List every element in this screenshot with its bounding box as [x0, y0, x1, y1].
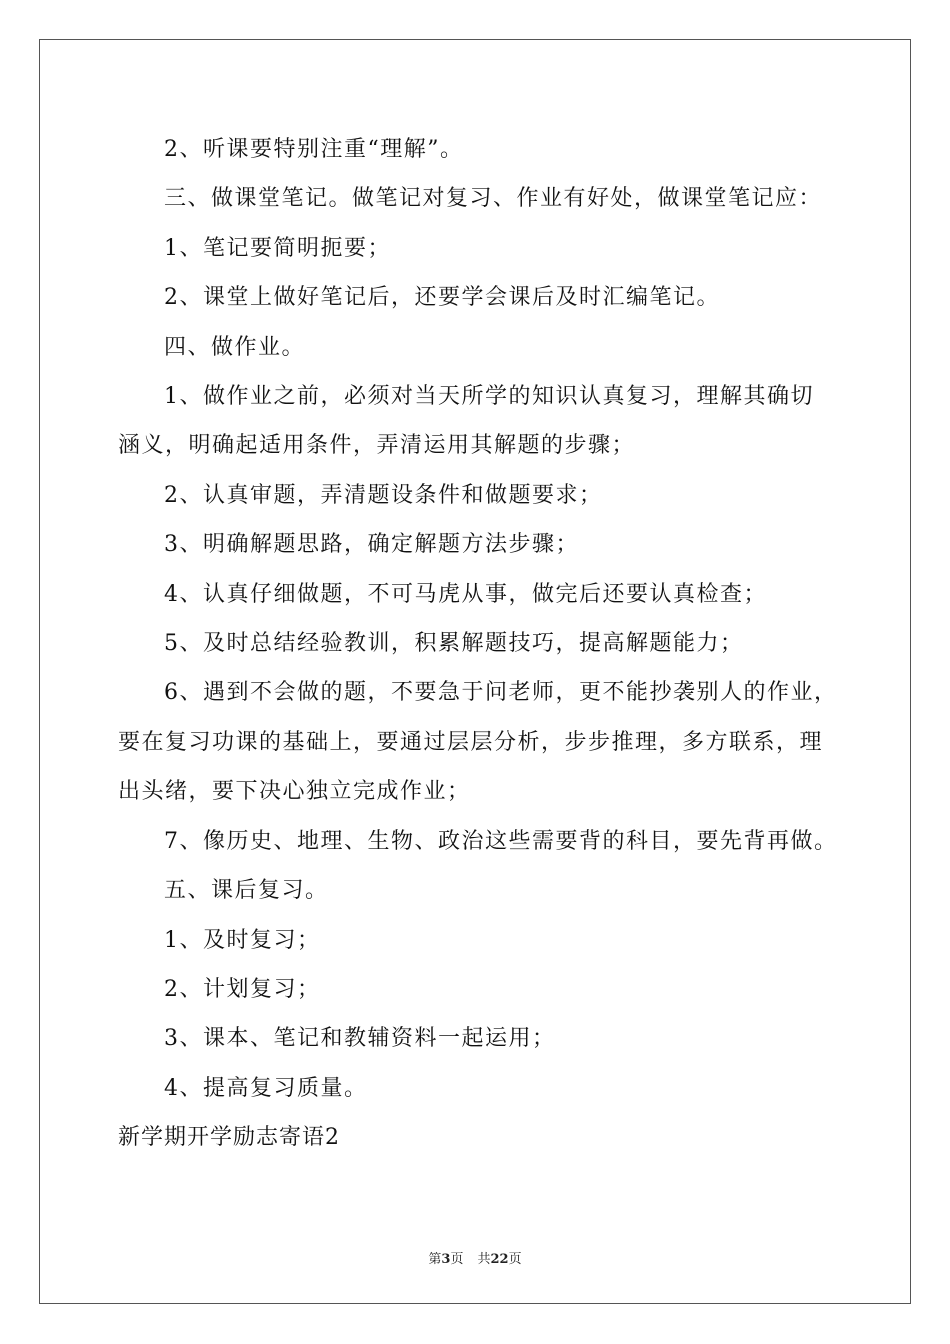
paragraph — [118, 1014, 838, 1063]
paragraph — [118, 866, 838, 915]
paragraph-line: 4、提高复习质量。 — [164, 1075, 368, 1101]
paragraph — [118, 668, 838, 816]
paragraph-line: 3、明确解题思路，确定解题方法步骤； — [164, 532, 579, 558]
paragraph — [118, 520, 838, 569]
page-number: 3 — [441, 1252, 451, 1267]
paragraph-line: 7、像历史、地理、生物、政治这些需要背的科目，要先背再做。 — [164, 828, 838, 854]
paragraph-line: 1、及时复习； — [164, 927, 321, 953]
paragraph-line: 4、认真仔细做题，不可马虎从事，做完后还要认真检查； — [164, 581, 767, 607]
paragraph-line: 2、课堂上做好笔记后，还要学会课后及时汇编笔记。 — [164, 285, 720, 311]
paragraph-line: 涵义，明确起适用条件，弄清运用其解题的步骤； — [118, 433, 636, 459]
paragraph — [118, 965, 838, 1014]
page-prefix: 第 — [428, 1252, 442, 1267]
paragraph — [118, 224, 838, 273]
total-prefix: 共 — [477, 1252, 491, 1267]
paragraph — [118, 570, 838, 619]
paragraph — [118, 916, 838, 965]
paragraph — [118, 619, 838, 668]
paragraph-line: 1、做作业之前，必须对当天所学的知识认真复习，理解其确切 — [164, 384, 814, 410]
paragraph — [118, 125, 838, 174]
total-suffix: 页 — [508, 1252, 522, 1267]
page-footer — [0, 1248, 950, 1267]
paragraph-line: 四、做作业。 — [164, 334, 306, 360]
document-body — [118, 125, 838, 1163]
paragraph — [118, 174, 838, 223]
paragraph — [118, 372, 838, 471]
paragraph — [118, 1064, 838, 1113]
paragraph-line: 1、笔记要简明扼要； — [164, 235, 391, 261]
section-heading: 新学期开学励志寄语2 — [118, 1125, 340, 1151]
paragraph-line: 三、做课堂笔记。做笔记对复习、作业有好处，做课堂笔记应： — [164, 186, 823, 212]
paragraph — [118, 471, 838, 520]
paragraph — [118, 273, 838, 322]
paragraph-line: 五、课后复习。 — [164, 878, 329, 904]
paragraph-line: 出头绪，要下决心独立完成作业； — [118, 779, 471, 805]
paragraph-line: 2、认真审题，弄清题设条件和做题要求； — [164, 482, 603, 508]
paragraph-line: 5、及时总结经验教训，积累解题技巧，提高解题能力； — [164, 631, 744, 657]
paragraph-line: 2、听课要特别注重“理解”。 — [164, 137, 464, 162]
paragraph-line: 3、课本、笔记和教辅资料一起运用； — [164, 1026, 556, 1052]
paragraph — [118, 817, 838, 866]
paragraph-line: 要在复习功课的基础上，要通过层层分析，步步推理，多方联系，理 — [118, 729, 824, 755]
page-suffix: 页 — [450, 1252, 464, 1267]
paragraph-line: 6、遇到不会做的题，不要急于问老师，更不能抄袭别人的作业， — [164, 680, 838, 706]
total-pages: 22 — [490, 1252, 509, 1267]
paragraph — [118, 323, 838, 372]
paragraph-line: 2、计划复习； — [164, 976, 321, 1002]
